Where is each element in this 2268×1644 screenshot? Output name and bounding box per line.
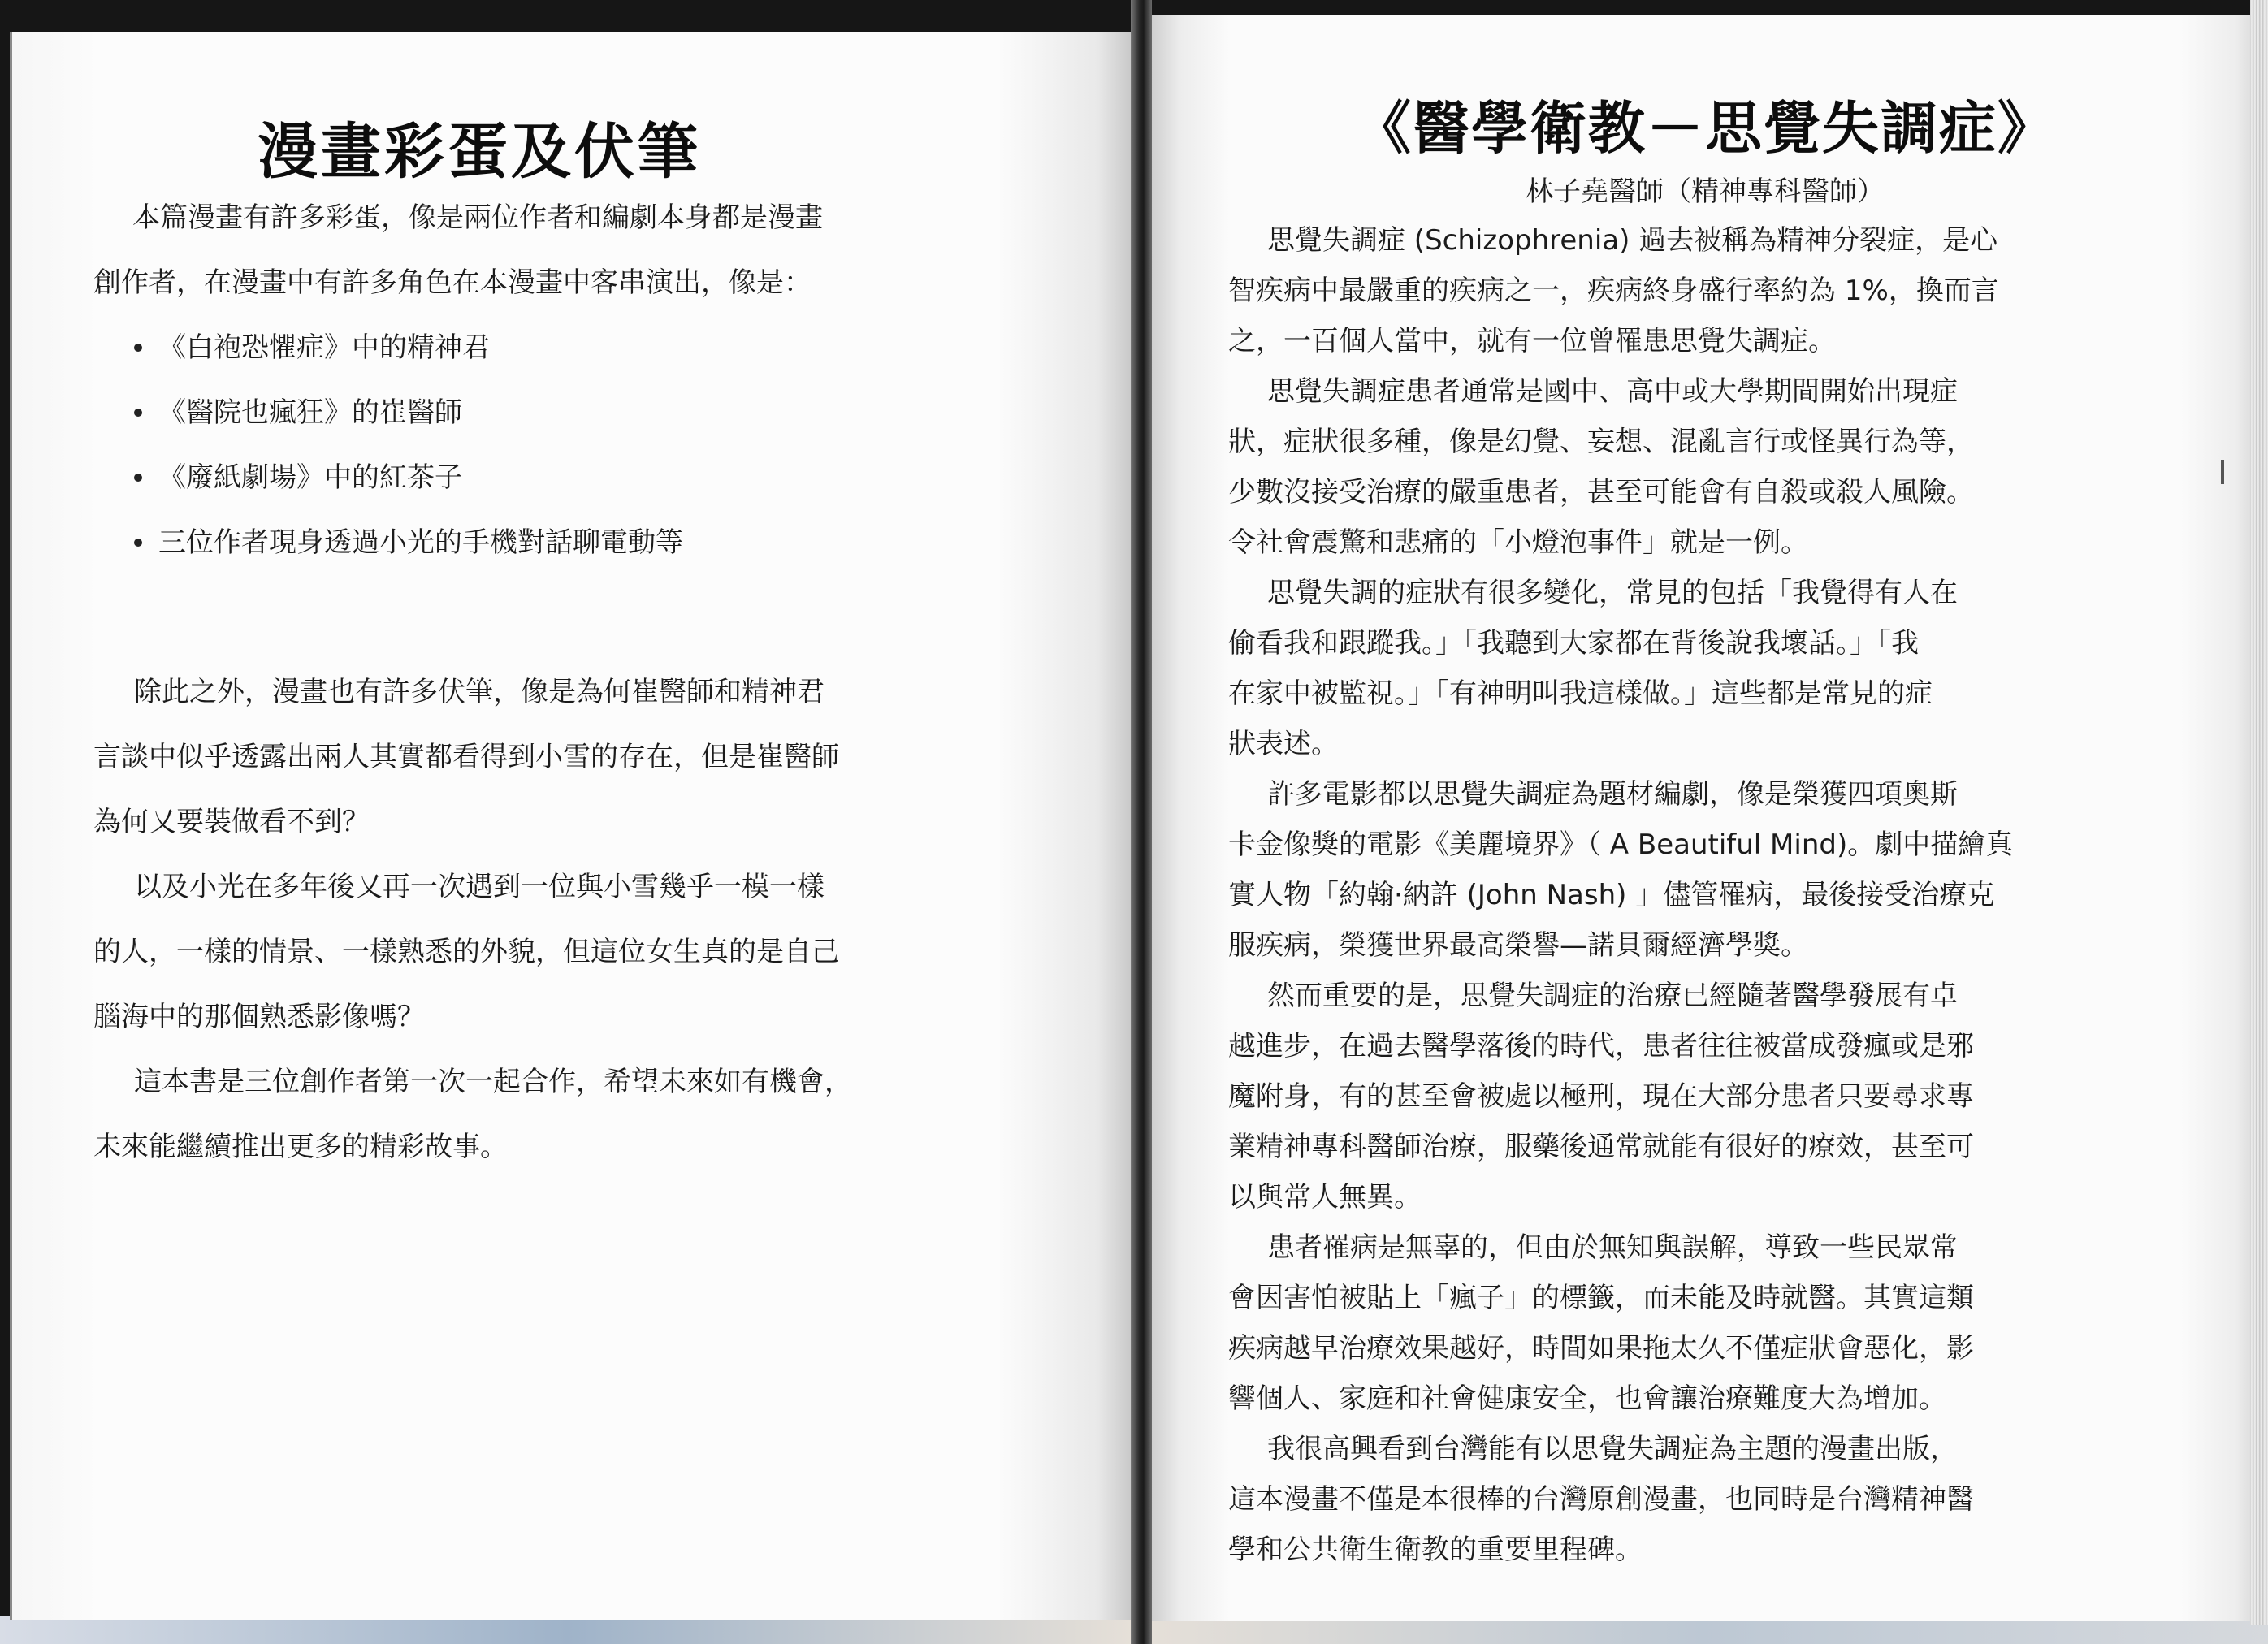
text-line: 思覺失調症 (Schizophrenia) 過去被稱為精神分裂症，是心 <box>1267 224 1998 257</box>
scan-mark <box>2221 460 2224 484</box>
text-line: 思覺失調症患者通常是國中、高中或大學期間開始出現症 <box>1267 375 1958 408</box>
text-line: 創作者，在漫畫中有許多角色在本漫畫中客串演出，像是： <box>93 266 812 299</box>
text-line: 狀，症狀很多種，像是幻覺、妄想、混亂言行或怪異行為等， <box>1228 426 1974 458</box>
text-line: 響個人、家庭和社會健康安全，也會讓治療難度大為增加。 <box>1228 1382 1946 1415</box>
left-page-title: 漫畫彩蛋及伏筆 <box>258 117 701 187</box>
bullet-item: 《白袍恐懼症》中的精神君 <box>158 331 490 364</box>
text-line: 狀表述。 <box>1228 728 1339 760</box>
text-line: 言談中似乎透露出兩人其實都看得到小雪的存在，但是崔醫師 <box>93 741 839 773</box>
text-line: 以與常人無異。 <box>1228 1181 1422 1214</box>
text-line: 智疾病中最嚴重的疾病之一，疾病終身盛行率約為 1%，換而言 <box>1228 275 1999 307</box>
text-line: 越進步，在過去醫學落後的時代，患者往往被當成發瘋或是邪 <box>1228 1030 1974 1062</box>
text-line: 業精神專科醫師治療，服藥後通常就能有很好的療效，甚至可 <box>1228 1131 1974 1163</box>
left-page <box>10 32 1131 1620</box>
bullet-item: 《廢紙劇場》中的紅茶子 <box>158 461 462 494</box>
text-line: 會因害怕被貼上「瘋子」的標籤，而未能及時就醫。其實這類 <box>1228 1282 1974 1314</box>
text-line: 為何又要裝做看不到？ <box>93 806 370 838</box>
text-line: 許多電影都以思覺失調症為題材編劇，像是榮獲四項奧斯 <box>1267 778 1958 811</box>
text-line: 令社會震驚和悲痛的「小燈泡事件」就是一例。 <box>1228 526 1808 559</box>
text-line: 魔附身，有的甚至會被處以極刑，現在大部分患者只要尋求專 <box>1228 1080 1974 1113</box>
text-line: 以及小光在多年後又再一次遇到一位與小雪幾乎一模一樣 <box>134 871 825 903</box>
text-line: 我很高興看到台灣能有以思覺失調症為主題的漫畫出版， <box>1267 1433 1958 1465</box>
text-line: 少數沒接受治療的嚴重患者，甚至可能會有自殺或殺人風險。 <box>1228 476 1974 508</box>
text-line: 實人物「約翰·納許 (John Nash) 」儘管罹病，最後接受治療克 <box>1228 879 1995 911</box>
bullet-dot <box>134 344 142 352</box>
text-line: 然而重要的是，思覺失調症的治療已經隨著醫學發展有卓 <box>1267 980 1958 1012</box>
bullet-dot <box>134 409 142 417</box>
text-line: 思覺失調的症狀有很多變化，常見的包括「我覺得有人在 <box>1267 577 1958 609</box>
text-line: 除此之外，漫畫也有許多伏筆，像是為何崔醫師和精神君 <box>134 676 825 708</box>
bullet-item: 三位作者現身透過小光的手機對話聊電動等 <box>158 526 683 559</box>
text-line: 腦海中的那個熟悉影像嗎？ <box>93 1001 425 1033</box>
text-line: 之，一百個人當中，就有一位曾罹患思覺失調症。 <box>1228 325 1836 357</box>
text-line: 偷看我和跟蹤我。」「我聽到大家都在背後說我壞話。」「我 <box>1228 627 1919 660</box>
text-line: 這本書是三位創作者第一次一起合作，希望未來如有機會， <box>134 1066 852 1098</box>
text-line: 這本漫畫不僅是本很棒的台灣原創漫畫，也同時是台灣精神醫 <box>1228 1483 1974 1516</box>
right-page <box>1152 15 2258 1621</box>
text-line: 患者罹病是無辜的，但由於無知與誤解，導致一些民眾常 <box>1267 1231 1958 1264</box>
text-line: 學和公共衛生衛教的重要里程碑。 <box>1228 1534 1643 1566</box>
page-edges <box>2250 0 2268 1625</box>
text-line: 在家中被監視。」「有神明叫我這樣做。」這些都是常見的症 <box>1228 677 1933 710</box>
book-spine <box>1131 0 1152 1644</box>
left-title-wrap <box>12 104 1133 190</box>
text-line: 服疾病，榮獲世界最高榮譽—諾貝爾經濟學獎。 <box>1228 929 1808 962</box>
text-line: 卡金像獎的電影《美麗境界》（ A Beautiful Mind)。劇中描繪真 <box>1228 828 2014 861</box>
bullet-dot <box>134 539 142 547</box>
text-line: 本篇漫畫有許多彩蛋，像是兩位作者和編劇本身都是漫畫 <box>132 201 823 234</box>
right-page-title: 《醫學衛教－思覺失調症》 <box>1354 94 2056 162</box>
author-line: 林子堯醫師（精神專科醫師） <box>1526 175 1885 208</box>
text-line: 疾病越早治療效果越好，時間如果拖太久不僅症狀會惡化，影 <box>1228 1332 1974 1365</box>
bullet-item: 《醫院也瘋狂》的崔醫師 <box>158 396 462 429</box>
text-line: 的人，一樣的情景、一樣熟悉的外貌，但這位女生真的是自己 <box>93 936 839 968</box>
text-line: 未來能繼續推出更多的精彩故事。 <box>93 1131 508 1163</box>
bullet-dot <box>134 474 142 482</box>
